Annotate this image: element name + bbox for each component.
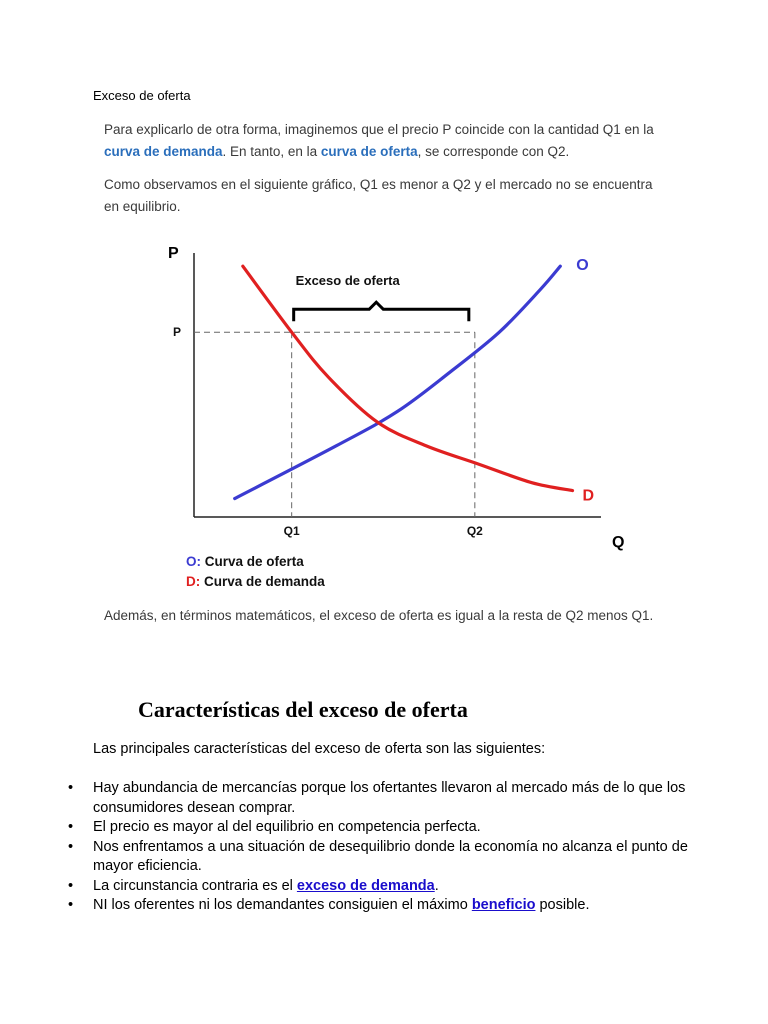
legend-label: Curva de demanda: [200, 574, 325, 589]
supply-curve-label: O: [576, 257, 589, 275]
section-title: Características del exceso de oferta: [138, 697, 468, 722]
x-tick-label: Q2: [466, 524, 483, 538]
supply-curve: [235, 266, 561, 498]
legend-entry: [186, 554, 304, 569]
intro-text: Las principales características del exceso de oferta son las siguientes:: [93, 741, 546, 757]
paragraph-line: [104, 141, 654, 163]
paragraph-text: . En tanto, en la: [222, 144, 321, 159]
x-axis-label: Q: [612, 534, 625, 551]
section-subheading: Exceso de oferta: [93, 88, 191, 103]
paragraph-line: Como observamos en el siguiente gráfico, Q1 es menor a Q2 y el mercado no se encuentra: [104, 177, 653, 192]
excess-demand-link[interactable]: exceso de demanda: [296, 877, 435, 894]
paragraph-line: Para explicarlo de otra forma, imaginemos que el precio P coincide con la cantidad Q1 en la: [104, 122, 654, 137]
legend-entry: [186, 574, 325, 589]
characteristics-list: [93, 779, 693, 916]
demand-curve: [243, 266, 573, 490]
observation-paragraph: [104, 174, 653, 218]
paragraph-line: en equilibrio.: [104, 199, 181, 214]
list-item-text: La circunstancia contraria es el: [93, 877, 297, 894]
legend-label: Curva de oferta: [201, 554, 304, 569]
legend-key: O:: [186, 554, 201, 569]
benefit-link[interactable]: beneficio: [471, 897, 536, 913]
list-item-text: NI los oferentes ni los demandantes consiguien el máximo: [93, 897, 472, 913]
list-item-text: .: [434, 877, 439, 894]
demand-curve-label: D: [582, 487, 595, 505]
explanation-paragraph: [104, 119, 654, 163]
legend-key: D:: [186, 574, 201, 589]
list-item: • Hay abundancia de mercancías porque los ofertantes llevaron al mercado más de lo que los consumidores desean comprar.: [93, 779, 693, 818]
x-tick-label: Q1: [283, 524, 300, 538]
excess-supply-bracket: [294, 302, 469, 321]
list-item: • El precio es mayor al del equilibrio en competencia perfecta.: [93, 818, 693, 838]
supply-demand-chart: [150, 235, 640, 595]
excess-supply-annotation: Exceso de oferta: [295, 273, 400, 289]
demand-curve-link[interactable]: curva de demanda: [104, 144, 223, 159]
y-tick-label: P: [173, 325, 182, 340]
list-item: • Nos enfrentamos a una situación de desequilibrio donde la economía no alcanza el punto de mayor eficiencia.: [93, 838, 693, 877]
list-item-text: posible.: [535, 897, 590, 913]
supply-curve-link[interactable]: curva de oferta: [320, 144, 418, 159]
y-axis-label: P: [168, 245, 179, 262]
paragraph-text: , se corresponde con Q2.: [417, 144, 570, 159]
list-item: [93, 877, 693, 897]
math-paragraph: Además, en términos matemáticos, el exceso de oferta es igual a la resta de Q2 menos Q1.: [104, 608, 654, 623]
list-item: [93, 896, 693, 916]
